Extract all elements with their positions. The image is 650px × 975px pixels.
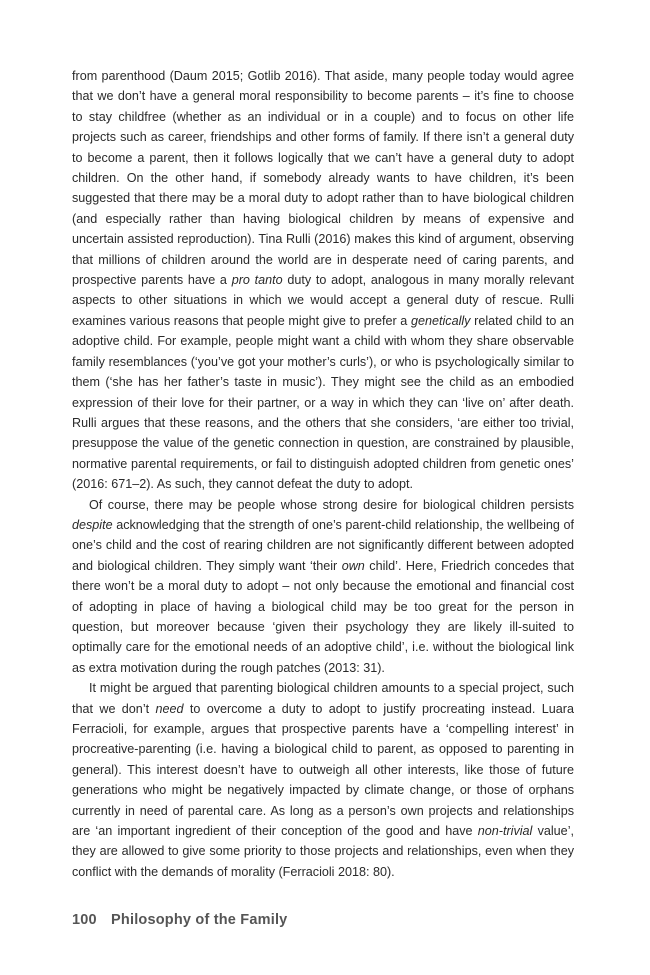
page-footer xyxy=(72,912,574,934)
text-run: from parenthood (Daum 2015; Gotlib 2016). That aside, many people today would agree that we don’t have a general moral responsibility to become parents – it’s fine to choose to stay childfree (whether as an individual or in a couple) and to focus on other life projects such as career, friendships and other forms of family. If there isn’t a general duty to become a parent, then it follows logically that we can’t have a general duty to adopt children. On the other hand, if somebody already wants to have children, it’s been suggested that there may be a moral duty to adopt rather than to have biological children (and especially rather than having biological children by means of expensive and uncertain assisted reproduction). Tina Rulli (2016) makes this kind of argument, observing that millions of children around the world are in desperate need of caring parents, and prospective parents have a xyxy=(72,69,574,288)
page-number: 100 xyxy=(72,912,97,928)
running-title: Philosophy of the Family xyxy=(111,912,288,928)
italic-text: despite xyxy=(72,517,113,532)
italic-text: non-trivial xyxy=(477,824,533,839)
italic-text: genetically xyxy=(410,313,471,328)
italic-text: pro tanto xyxy=(231,273,283,288)
body-text xyxy=(72,66,574,882)
text-run: child’. Here, Friedrich concedes that there won’t be a moral duty to adopt – not only because the emotional and financial cost of adopting in place of having a biological child may be too great for the person in question, but moreover because ‘given their psychology they are likely ill-suited to optimally care for the emotional needs of an adoptive child’, i.e. without the biological link as extra motivation during the rough patches (2013: 31). xyxy=(72,558,575,675)
paragraph xyxy=(72,66,574,495)
text-run: Of course, there may be people whose strong desire for biological children persists xyxy=(89,497,574,512)
text-run: to overcome a duty to adopt to justify procreating instead. Luara Ferracioli, for example, argues that prospective parents have a ‘compelling interest’ in procreative-parenting (i.e. having a biological child to parent, as opposed to parenting in general). This interest doesn’t have to outweigh all other interests, like those of future generations who might be negatively impacted by climate change, or those of orphans currently in need of parental care. As long as a person’s own projects and relationships are ‘an important ingredient of their conception of the good and have xyxy=(72,701,574,839)
text-run: value’, they are allowed to give some priority to those projects and relationships, even when they conflict with the demands of morality (Ferracioli 2018: 80). xyxy=(72,824,574,879)
text-run: related child to an adoptive child. For example, people might want a child with whom they share observable family resemblances (‘you’ve got your mother’s curls’), or who is psychologically similar to them (‘she has her father’s taste in music’). They might see the child as an embodied expression of their love for their partner, or a way in which they can ‘live on’ after death. Rulli argues that these reasons, and the others that she considers, ‘are either too trivial, presuppose the value of the genetic connection in question, are constrained by plausible, normative parental requirements, or fail to distinguish adopted children from genetic ones’ (2016: 671–2). As such, they cannot defeat the duty to adopt. xyxy=(72,313,574,492)
text-run: acknowledging that the strength of one’s parent-child relationship, the wellbeing of one’s child and the cost of rearing children are not significantly different between adopted and biological children. They simply want ‘their xyxy=(72,517,574,573)
text-run: It might be argued that parenting biological children amounts to a special project, such that we don’t xyxy=(72,681,574,716)
text-run: duty to adopt, analogous in many morally relevant aspects to other situations in which we would accept a general duty of rescue. Rulli examines various reasons that people might give to prefer a xyxy=(72,273,574,328)
paragraph xyxy=(72,495,574,679)
italic-text: need xyxy=(155,701,184,716)
paragraph xyxy=(72,678,574,882)
italic-text: own xyxy=(341,558,365,573)
